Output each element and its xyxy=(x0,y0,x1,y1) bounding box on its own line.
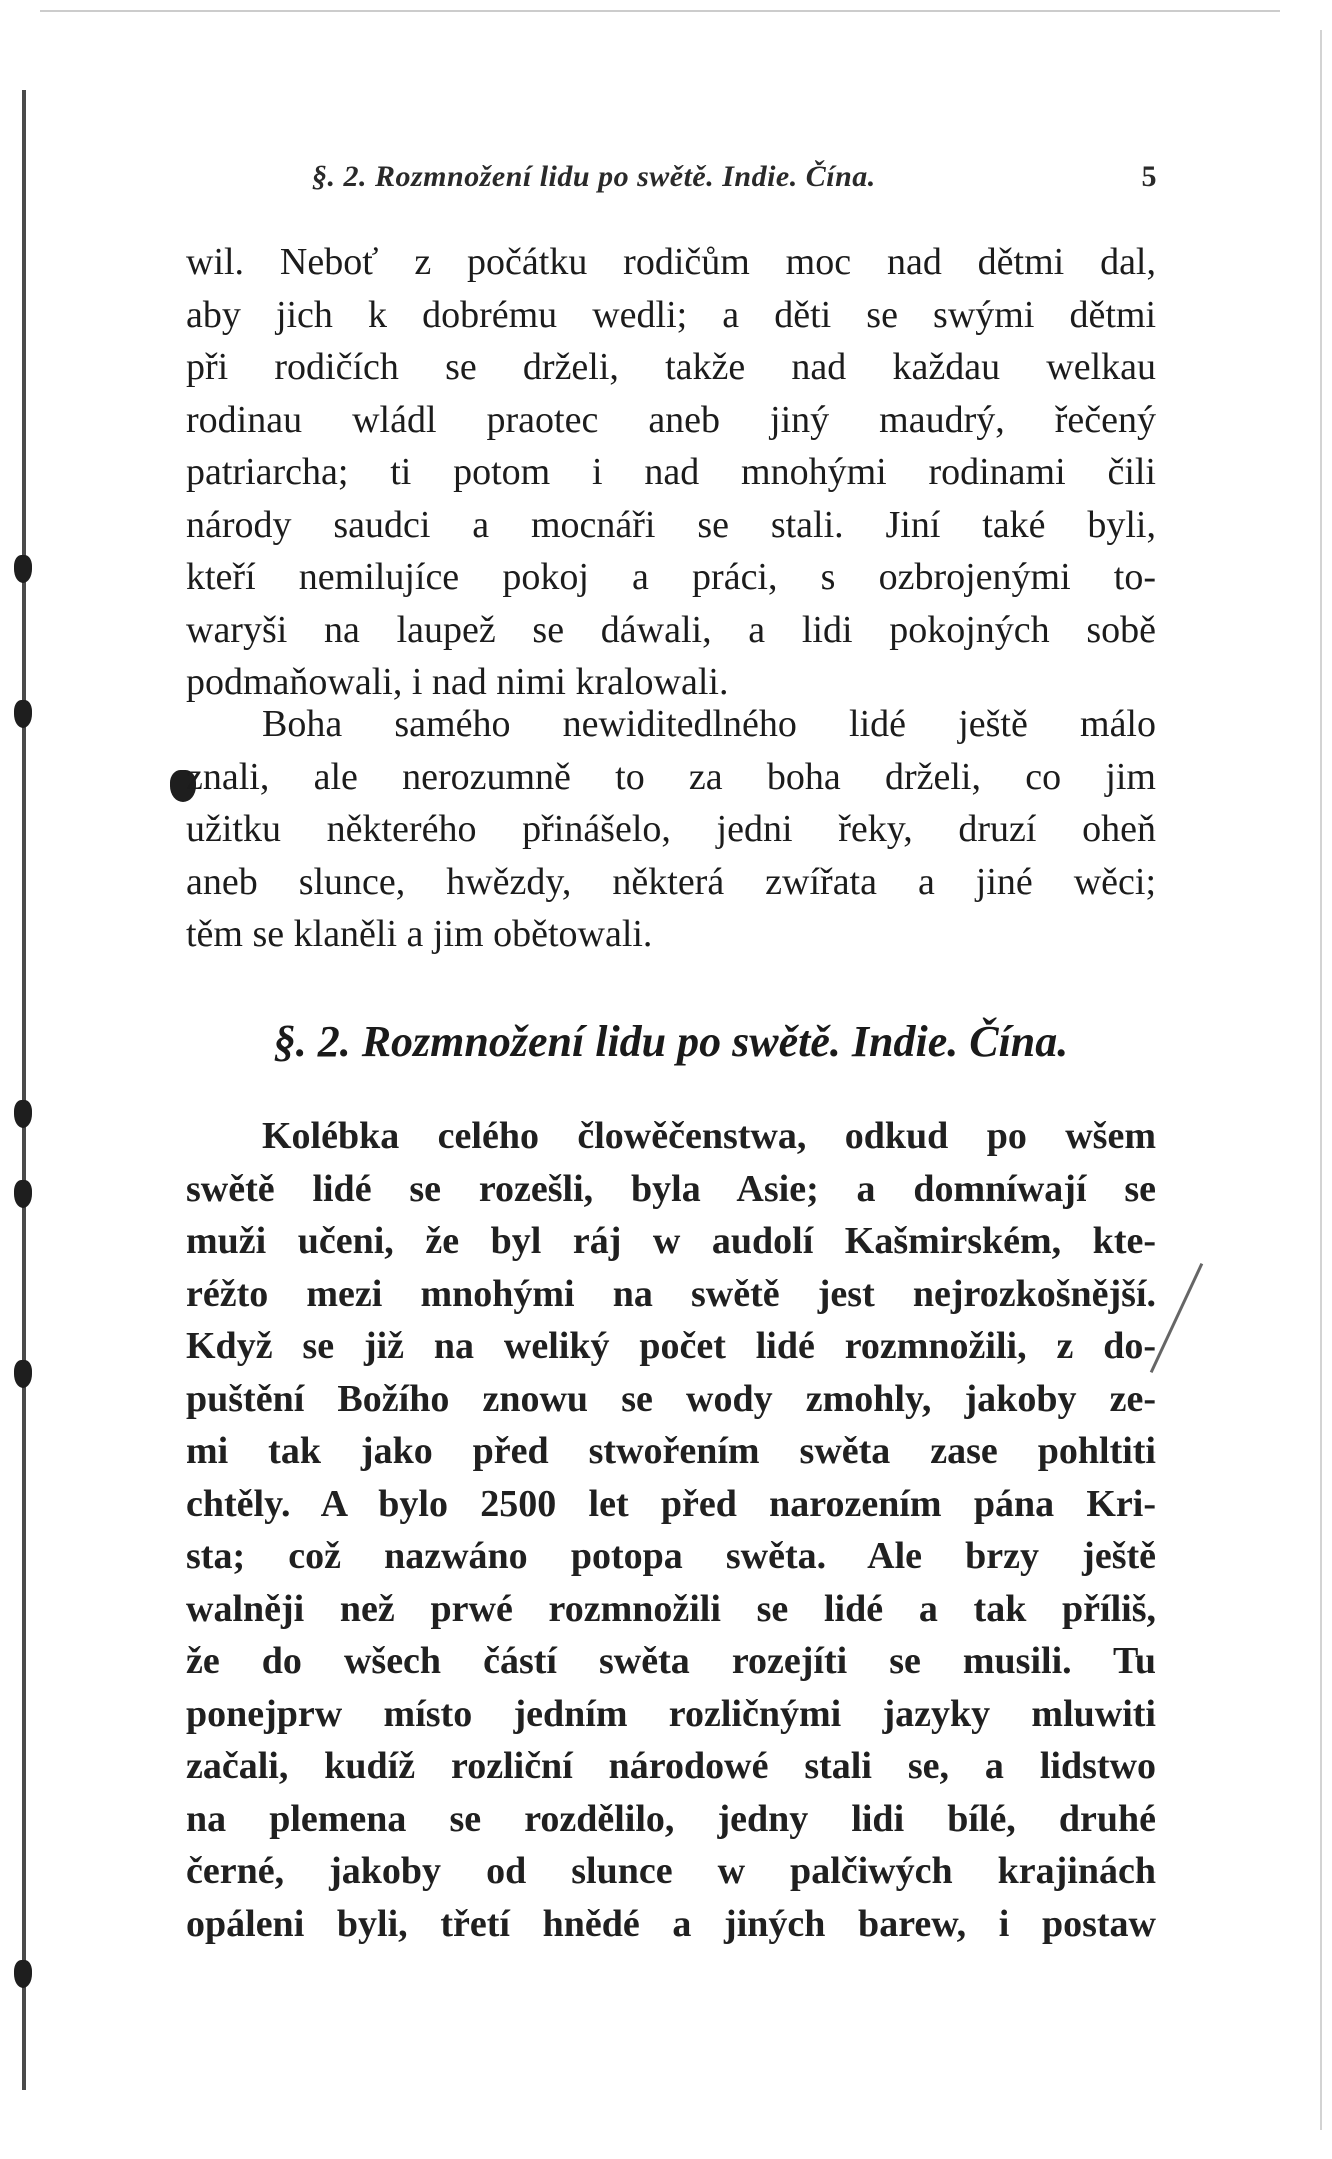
text-line: rodinau wládl praotec aneb jiný maudrý, řečený xyxy=(186,398,1156,441)
text-line: sta; což nazwáno potopa swěta. Ale brzy ještě xyxy=(186,1535,1156,1577)
running-head-title: §. 2. Rozmnožení lidu po swětě. Indie. Čína. xyxy=(312,160,876,193)
text-line: walněji než prwé rozmnožili se lidé a tak příliš, xyxy=(186,1587,1156,1630)
text-line: Kolébka celého člowěčenstwa, odkud po wšem xyxy=(262,1115,1156,1157)
text-line: že do wšech částí swěta rozejíti se musili. Tu xyxy=(186,1640,1156,1682)
text-line: Když se již na weliký počet lidé rozmnožili, z do- xyxy=(186,1325,1156,1367)
text-line: aby jich k dobrému wedli; a děti se swými dětmi xyxy=(186,293,1156,336)
text-line: swětě lidé se rozešli, byla Asie; a domníwají se xyxy=(186,1167,1156,1210)
text-line: wil. Neboť z počátku rodičům moc nad dětmi dal, xyxy=(186,241,1156,283)
paragraph-2 xyxy=(186,698,1156,961)
text-line: patriarcha; ti potom i nad mnohými rodinami čili xyxy=(186,451,1156,493)
text-line: Boha samého newiditedlného lidé ještě málo xyxy=(262,703,1156,745)
text-line: na plemena se rozdělilo, jedny lidi bílé, druhé xyxy=(186,1797,1156,1840)
text-line: při rodičích se drželi, takže nad každau welkau xyxy=(186,346,1156,388)
scan-edge-left xyxy=(22,90,26,2090)
text-line: opáleni byli, třetí hnědé a jiných barew, i postaw xyxy=(186,1902,1156,1945)
margin-ink-mark xyxy=(14,1960,32,1988)
text-line: kteří nemilujíce pokoj a práci, s ozbrojenými to- xyxy=(186,556,1156,598)
section-heading: §. 2. Rozmnožení lidu po swětě. Indie. Čína. xyxy=(273,1017,1069,1066)
text-line: ponejprw místo jedním rozličnými jazyky mluwiti xyxy=(186,1692,1156,1735)
text-line: aneb slunce, hwězdy, některá zwířata a jiné wěci; xyxy=(186,860,1156,903)
text-line: užitku některého přinášelo, jedni řeky, druzí oheň xyxy=(186,808,1156,850)
text-line: těm se klaněli a jim obětowali. xyxy=(186,913,653,955)
margin-ink-mark xyxy=(14,700,32,728)
text-line: začali, kudíž rozliční národowé stali se, a lidstwo xyxy=(186,1745,1156,1787)
margin-ink-mark xyxy=(14,1100,32,1128)
paragraph-3 xyxy=(186,1110,1156,1950)
running-head xyxy=(312,160,1157,204)
pencil-annotation xyxy=(1150,1263,1203,1373)
text-line: mi tak jako před stwořením swěta zase pohltiti xyxy=(186,1430,1156,1472)
scan-edge-right xyxy=(1320,30,1322,2130)
text-line: chtěly. A bylo 2500 let před narozením pána Kri- xyxy=(186,1482,1156,1525)
margin-ink-mark xyxy=(14,555,32,583)
text-line: puštění Božího znowu se wody zmohly, jakoby ze- xyxy=(186,1377,1156,1420)
text-line: waryši na laupež se dáwali, a lidi pokojných sobě xyxy=(186,608,1156,651)
margin-ink-mark xyxy=(14,1180,32,1208)
text-line: národy saudci a mocnáři se stali. Jiní také byli, xyxy=(186,503,1156,546)
paragraph-1 xyxy=(186,236,1156,709)
text-line: podmaňowali, i nad nimi kralowali. xyxy=(186,661,729,703)
scan-edge-top xyxy=(40,10,1280,12)
margin-ink-mark xyxy=(14,1360,32,1388)
text-line: černé, jakoby od slunce w palčiwých krajinách xyxy=(186,1850,1156,1892)
text-line: réžto mezi mnohými na swětě jest nejrozkošnější. xyxy=(186,1272,1156,1315)
text-line: muži učeni, že byl ráj w audolí Kašmirském, kte- xyxy=(186,1220,1156,1262)
text-line: znali, ale nerozumně to za boha drželi, co jim xyxy=(186,755,1156,798)
page-number: 5 xyxy=(1141,160,1157,193)
